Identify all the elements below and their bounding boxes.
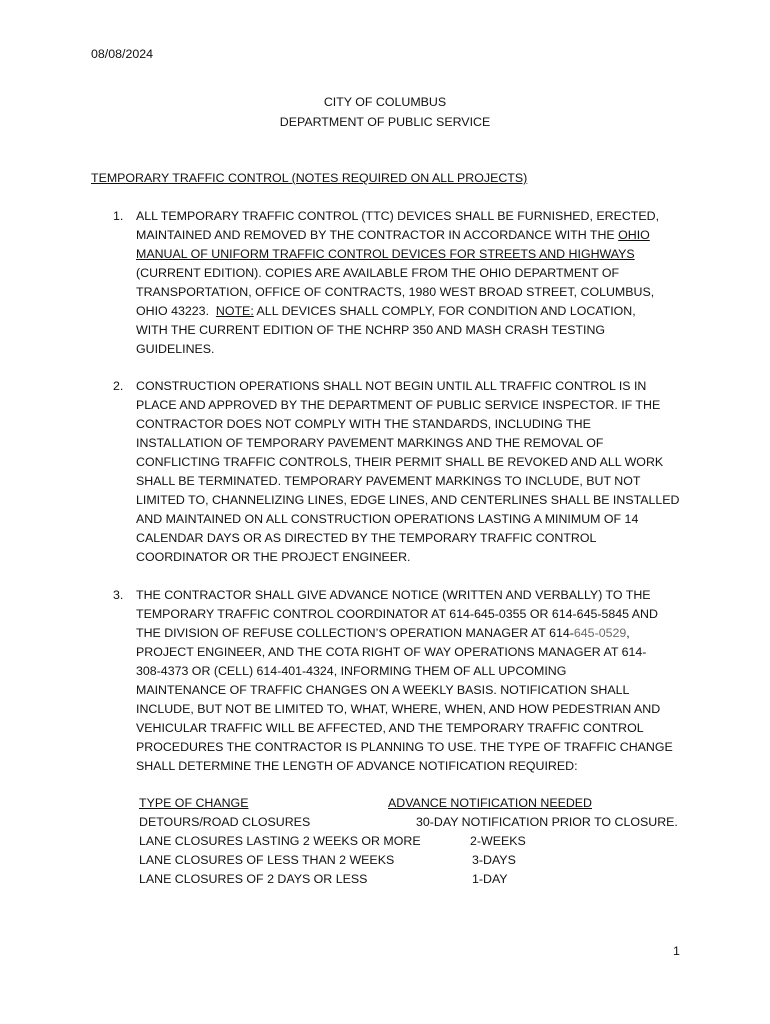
table-row <box>139 815 699 829</box>
item-line: TRANSPORTATION, OFFICE OF CONTRACTS, 1980 WEST BROAD STREET, COLUMBUS, <box>136 285 655 299</box>
item-line: ALL TEMPORARY TRAFFIC CONTROL (TTC) DEVICES SHALL BE FURNISHED, ERECTED, <box>136 209 660 223</box>
phone-number: 645-0529 <box>573 626 627 640</box>
section-title: TEMPORARY TRAFFIC CONTROL (NOTES REQUIRED ON ALL PROJECTS) <box>91 171 528 185</box>
item-line-text: MAINTAINED AND REMOVED BY THE CONTRACTOR IN ACCORDANCE WITH THE <box>136 228 619 242</box>
list-item <box>136 207 696 359</box>
table-cell-type: DETOURS/ROAD CLOSURES <box>139 815 311 829</box>
table-cell-notice: 30-DAY NOTIFICATION PRIOR TO CLOSURE. <box>416 815 678 829</box>
item-line: AND MAINTAINED ON ALL CONSTRUCTION OPERATIONS LASTING A MINIMUM OF 14 <box>136 512 639 526</box>
item-line: (CURRENT EDITION). COPIES ARE AVAILABLE FROM THE OHIO DEPARTMENT OF <box>136 266 620 280</box>
item-line: GUIDELINES. <box>136 342 215 356</box>
item-line: 308-4373 OR (CELL) 614-401-4324, INFORMING THEM OF ALL UPCOMING <box>136 664 567 678</box>
item-line: INCLUDE, BUT NOT BE LIMITED TO, WHAT, WHERE, WHEN, AND HOW PEDESTRIAN AND <box>136 702 661 716</box>
item-line: MAINTENANCE OF TRAFFIC CHANGES ON A WEEKLY BASIS. NOTIFICATION SHALL <box>136 683 630 697</box>
item-line: LIMITED TO, CHANNELIZING LINES, EDGE LINES, AND CENTERLINES SHALL BE INSTALLED <box>136 493 680 507</box>
item-number: 1. <box>113 209 124 223</box>
item-line: VEHICULAR TRAFFIC WILL BE AFFECTED, AND THE TEMPORARY TRAFFIC CONTROL <box>136 721 644 735</box>
item-line-text: THE DIVISION OF REFUSE COLLECTION’S OPERATION MANAGER AT 614- <box>136 626 574 640</box>
table-cell-notice: 2-WEEKS <box>470 834 526 848</box>
table-cell-notice: 1-DAY <box>472 872 508 886</box>
list-item <box>136 377 696 567</box>
item-line: PLACE AND APPROVED BY THE DEPARTMENT OF PUBLIC SERVICE INSPECTOR. IF THE <box>136 398 661 412</box>
item-line: PROJECT ENGINEER, AND THE COTA RIGHT OF WAY OPERATIONS MANAGER AT 614- <box>136 645 647 659</box>
item-line: CALENDAR DAYS OR AS DIRECTED BY THE TEMPORARY TRAFFIC CONTROL <box>136 531 597 545</box>
item-line: CONSTRUCTION OPERATIONS SHALL NOT BEGIN UNTIL ALL TRAFFIC CONTROL IS IN <box>136 379 647 393</box>
table-row <box>139 853 699 867</box>
item-number: 3. <box>113 588 124 602</box>
item-line: INSTALLATION OF TEMPORARY PAVEMENT MARKINGS AND THE REMOVAL OF <box>136 436 604 450</box>
item-line: PROCEDURES THE CONTRACTOR IS PLANNING TO USE. THE TYPE OF TRAFFIC CHANGE <box>136 740 673 754</box>
header-department: DEPARTMENT OF PUBLIC SERVICE <box>279 115 491 129</box>
item-line <box>136 226 696 245</box>
table-cell-type: LANE CLOSURES LASTING 2 WEEKS OR MORE <box>139 834 421 848</box>
item-line: CONFLICTING TRAFFIC CONTROLS, THEIR PERMIT SHALL BE REVOKED AND ALL WORK <box>136 455 664 469</box>
table-header-notice: ADVANCE NOTIFICATION NEEDED <box>388 796 593 810</box>
header-city: CITY OF COLUMBUS <box>323 95 447 109</box>
table-header-type: TYPE OF CHANGE <box>139 796 249 810</box>
table-header-row <box>139 796 599 810</box>
item-line: CONTRACTOR DOES NOT COMPLY WITH THE STANDARDS, INCLUDING THE <box>136 417 591 431</box>
manual-reference: MANUAL OF UNIFORM TRAFFIC CONTROL DEVICES FOR STREETS AND HIGHWAYS <box>136 247 635 261</box>
note-label: NOTE: <box>215 304 254 318</box>
table-cell-type: LANE CLOSURES OF 2 DAYS OR LESS <box>139 872 368 886</box>
item-line: THE CONTRACTOR SHALL GIVE ADVANCE NOTICE (WRITTEN AND VERBALLY) TO THE <box>136 588 651 602</box>
item-line-text: OHIO 43223. <box>136 304 216 318</box>
item-line: COORDINATOR OR THE PROJECT ENGINEER. <box>136 550 411 564</box>
item-line: WITH THE CURRENT EDITION OF THE NCHRP 350 AND MASH CRASH TESTING <box>136 323 606 337</box>
item-number: 2. <box>113 379 124 393</box>
page-number: 1 <box>673 944 680 958</box>
item-line <box>136 624 696 643</box>
item-line <box>136 302 696 321</box>
item-line: SHALL DETERMINE THE LENGTH OF ADVANCE NOTIFICATION REQUIRED: <box>136 759 578 773</box>
manual-reference: OHIO <box>618 228 650 242</box>
list-item <box>136 586 696 776</box>
item-line-text: , <box>626 626 630 640</box>
table-cell-type: LANE CLOSURES OF LESS THAN 2 WEEKS <box>139 853 395 867</box>
item-line: TEMPORARY TRAFFIC CONTROL COORDINATOR AT 614-645-0355 OR 614-645-5845 AND <box>136 607 658 621</box>
document-date: 08/08/2024 <box>91 47 154 61</box>
table-cell-notice: 3-DAYS <box>472 853 516 867</box>
item-line-text: ALL DEVICES SHALL COMPLY, FOR CONDITION AND LOCATION, <box>253 304 636 318</box>
table-row <box>139 872 699 886</box>
table-row <box>139 834 699 848</box>
item-line: SHALL BE TERMINATED. TEMPORARY PAVEMENT MARKINGS TO INCLUDE, BUT NOT <box>136 474 641 488</box>
